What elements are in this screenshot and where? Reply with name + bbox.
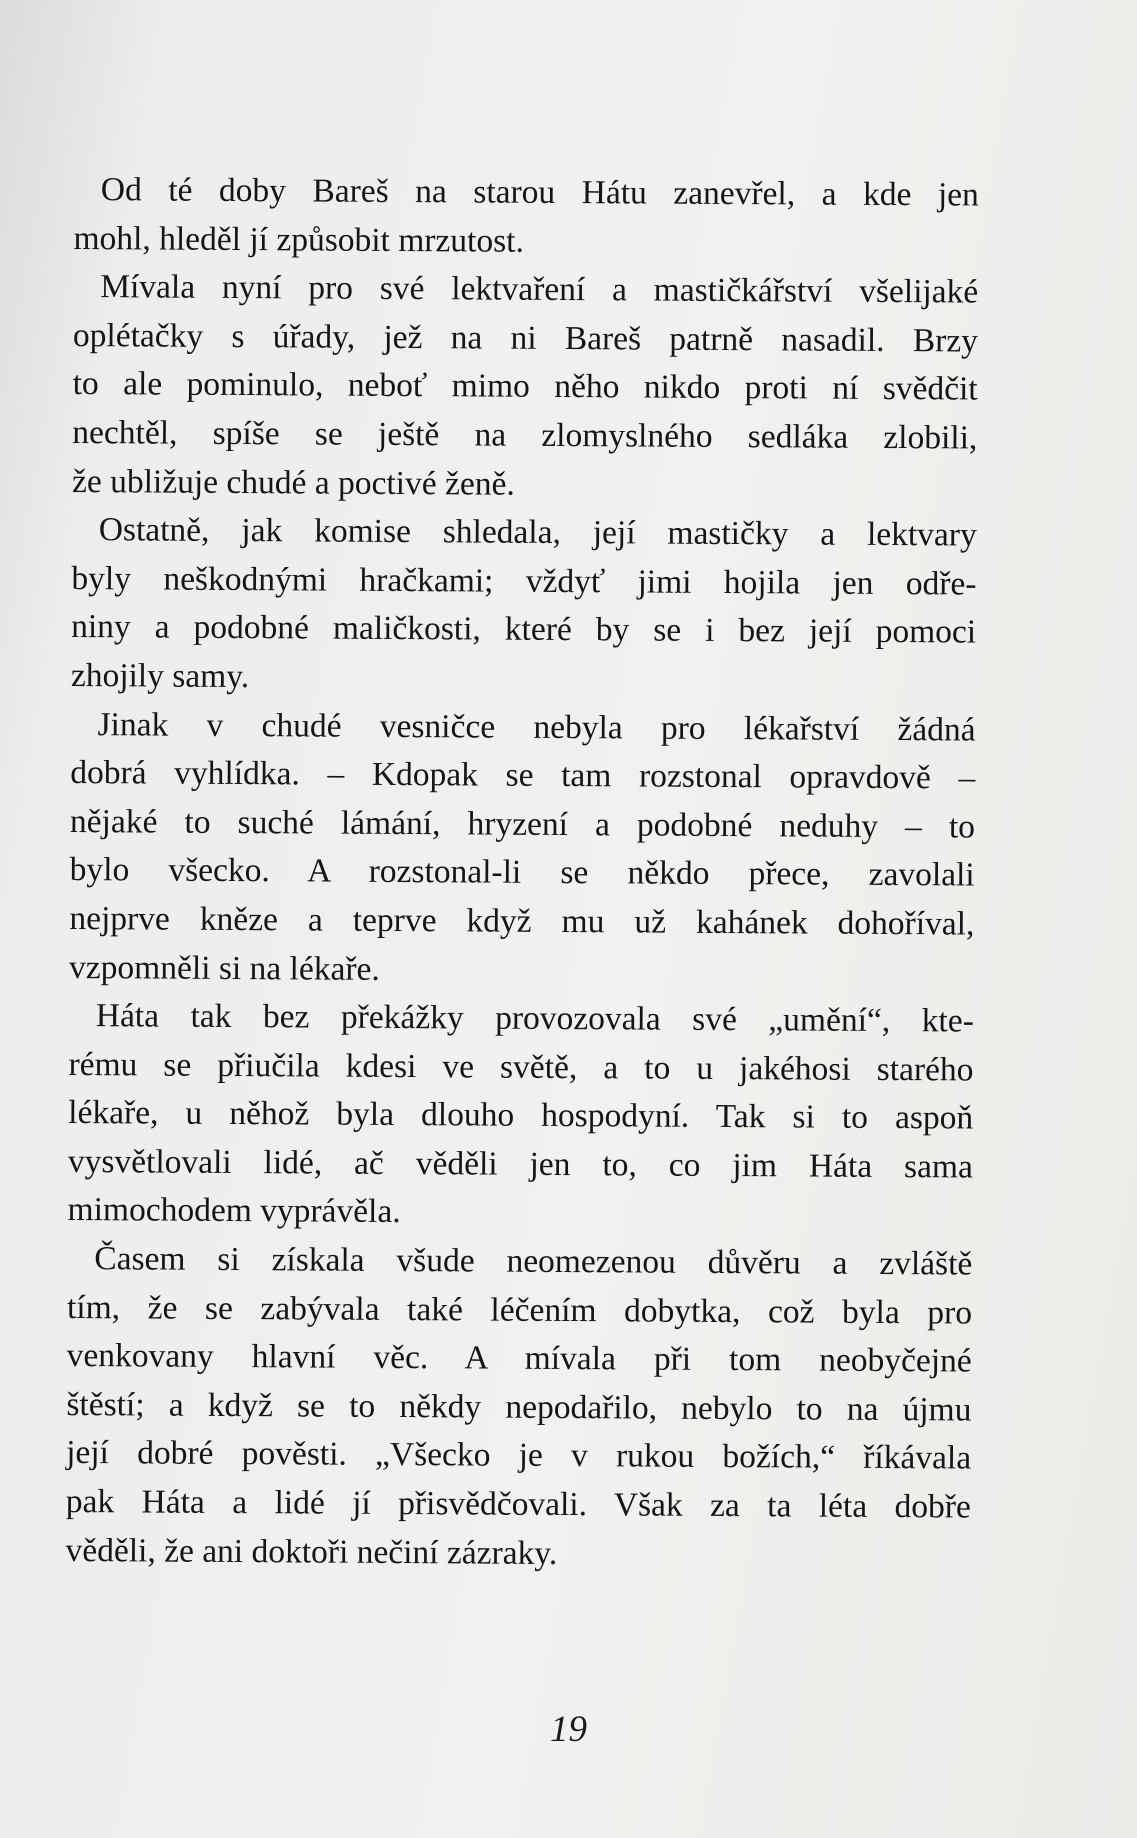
text-line: štěstí; a když se to někdy nepodařilo, nebylo to na újmu: [66, 1385, 972, 1429]
text-line: bylo všecko. A rozstonal-li se někdo přece, zavolali: [69, 851, 975, 894]
text-line: nechtěl, spíše se ještě na zlomyslného sedláka zlobili,: [72, 413, 978, 457]
text-line: niny a podobné maličkosti, které by se i bez její pomoci: [71, 608, 977, 651]
text-line: Jinak v chudé vesničce nebyla pro lékařství žádná: [97, 705, 976, 749]
text-line: nějaké to suché lámání, hryzení a podobné neduhy – to: [69, 802, 976, 846]
text-line: rému se přiučila kdesi ve světě, a to u jakéhosi starého: [68, 1045, 974, 1089]
text-line: oplétačky s úřady, jež na ni Bareš patrně nasadil. Brzy: [72, 316, 979, 360]
text-line: mimochodem vyprávěla.: [67, 1191, 401, 1231]
text-line: byly neškodnými hračkami; vždyť jimi hojila jen odře-: [71, 559, 977, 603]
text-line: Časem si získala všude neomezenou důvěru a zvláště: [94, 1240, 973, 1283]
text-line: to ale pominulo, neboť mimo něho nikdo proti ní svědčit: [72, 365, 978, 408]
text-line: vysvětlovali lidé, ač věděli jen to, co jim Háta sama: [67, 1142, 974, 1186]
text-line: venkovany hlavní věc. A mívala při tom neobyčejné: [66, 1337, 972, 1380]
text-line: Mívala nyní pro své lektvaření a mastičkářství všelijaké: [100, 268, 979, 311]
text-line: Od té doby Bareš na starou Hátu zanevřel, a kde jen: [100, 171, 979, 214]
text-line: Háta tak bez překážky provozovala své „umění“, kte-: [95, 997, 974, 1040]
text-line: tím, že se zabývala také léčením dobytka, což byla pro: [66, 1288, 973, 1332]
text-line: věděli, že ani doktoři nečiní zázraky.: [65, 1531, 558, 1572]
page-number: 19: [550, 1709, 587, 1750]
text-line: dobrá vyhlídka. – Kdopak se tam rozstonal opravdově –: [70, 754, 976, 797]
body-text: [65, 166, 979, 1581]
text-line: Ostatně, jak komise shledala, její mastičky a lektvary: [98, 511, 977, 554]
text-line: že ubližuje chudé a poctivé ženě.: [71, 462, 515, 503]
text-line: její dobré pověsti. „Všecko je v rukou božích,“ říkávala: [66, 1434, 972, 1477]
text-line: pak Háta a lidé jí přisvědčovali. Však za ta léta dobře: [65, 1483, 971, 1526]
text-line: zhojily samy.: [70, 656, 250, 696]
text-line: nejprve kněze a teprve když mu už kahánek dohoříval,: [69, 899, 975, 943]
text-line: mohl, hleděl jí způsobit mrzutost.: [73, 219, 525, 260]
text-line: vzpomněli si na lékaře.: [68, 948, 380, 988]
text-line: lékaře, u něhož byla dlouho hospodyní. Tak si to aspoň: [68, 1094, 974, 1137]
